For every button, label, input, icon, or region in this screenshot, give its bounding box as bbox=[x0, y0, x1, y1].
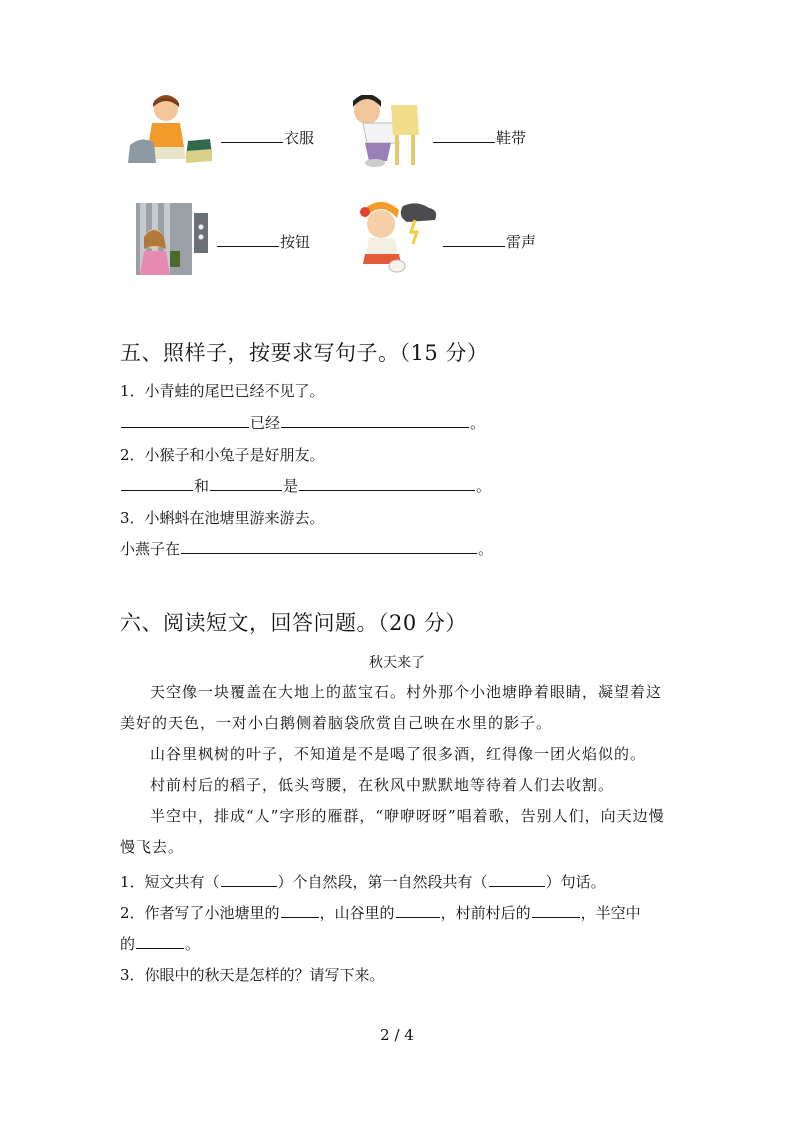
section6-q2-cont bbox=[120, 933, 200, 954]
period: 。 bbox=[470, 414, 486, 432]
passage-title: 秋天来了 bbox=[369, 655, 425, 671]
word-clothes: 衣服 bbox=[284, 129, 315, 147]
fill-word-2 bbox=[432, 127, 526, 148]
blank[interactable] bbox=[433, 141, 495, 143]
section5-q1-prompt: 1．小青蛙的尾巴已经不见了。 bbox=[120, 382, 325, 400]
word-yijing: 已经 bbox=[250, 414, 281, 432]
picture-child-clothes bbox=[126, 95, 214, 167]
q2-part-f: 。 bbox=[185, 935, 201, 953]
q2-part-a: 2．作者写了小池塘里的 bbox=[120, 904, 280, 922]
q1-part-c: ）句话。 bbox=[545, 873, 606, 891]
blank[interactable] bbox=[121, 426, 249, 428]
q2-part-e: 的 bbox=[120, 935, 136, 953]
word-button: 按钮 bbox=[280, 233, 311, 251]
blank[interactable] bbox=[281, 916, 319, 918]
q2-part-d: ，半空中 bbox=[580, 904, 641, 922]
q2-part-b: ，山谷里的 bbox=[319, 904, 395, 922]
paragraph-3: 村前村后的稻子，低头弯腰，在秋风中默默地等待着人们去收割。 bbox=[150, 776, 615, 794]
blank[interactable] bbox=[443, 245, 505, 247]
fill-word-1 bbox=[220, 127, 314, 148]
section6-q2 bbox=[120, 902, 641, 923]
blank[interactable] bbox=[217, 245, 279, 247]
blank[interactable] bbox=[299, 489, 475, 491]
word-he: 和 bbox=[194, 477, 210, 495]
passage bbox=[120, 677, 665, 863]
q2-part-c: ，村前村后的 bbox=[440, 904, 531, 922]
paragraph-2: 山谷里枫树的叶子，不知道是不是喝了很多酒，红得像一团火焰似的。 bbox=[150, 745, 647, 763]
blank[interactable] bbox=[396, 916, 440, 918]
period: 。 bbox=[478, 540, 494, 558]
paragraph-1: 天空像一块覆盖在大地上的蓝宝石。村外那个小池塘睁着眼睛，凝望着这美好的天色，一对小白鹅侧着脑袋欣赏自己映在水里的影子。 bbox=[120, 683, 663, 732]
blank[interactable] bbox=[121, 489, 193, 491]
section5-q1-answer bbox=[120, 412, 485, 433]
picture-girl-thunder bbox=[357, 202, 437, 276]
section6-q1 bbox=[120, 871, 606, 892]
q1-part-a: 1．短文共有（ bbox=[120, 873, 220, 891]
section6-heading: 六、阅读短文，回答问题。（20 分） bbox=[120, 611, 467, 635]
blank[interactable] bbox=[532, 916, 580, 918]
blank[interactable] bbox=[221, 141, 283, 143]
picture-child-shoelaces bbox=[347, 95, 431, 169]
section5-q3-answer bbox=[120, 538, 493, 559]
blank[interactable] bbox=[489, 885, 545, 887]
section5-heading: 五、照样子，按要求写句子。（15 分） bbox=[120, 341, 489, 365]
word-thunder: 雷声 bbox=[506, 233, 537, 251]
blank[interactable] bbox=[136, 947, 184, 949]
word-shoelace: 鞋带 bbox=[496, 129, 527, 147]
section5-q2-prompt: 2．小猴子和小兔子是好朋友。 bbox=[120, 446, 325, 464]
blank[interactable] bbox=[221, 885, 277, 887]
fill-word-3 bbox=[216, 231, 310, 252]
answer-start: 小燕子在 bbox=[120, 540, 181, 558]
blank[interactable] bbox=[181, 552, 477, 554]
fill-word-4 bbox=[442, 231, 536, 252]
blank[interactable] bbox=[281, 426, 469, 428]
paragraph-4: 半空中，排成“人”字形的雁群，“咿咿呀呀”唱着歌，告别人们，向天边慢慢飞去。 bbox=[120, 807, 665, 856]
page-number: 2 / 4 bbox=[380, 1026, 414, 1044]
word-shi: 是 bbox=[283, 477, 299, 495]
section5-q2-answer bbox=[120, 475, 491, 496]
section6-q3: 3．你眼中的秋天是怎样的？请写下来。 bbox=[120, 966, 385, 984]
picture-girl-button bbox=[130, 203, 210, 275]
blank[interactable] bbox=[210, 489, 282, 491]
q1-part-b: ）个自然段，第一自然段共有（ bbox=[277, 873, 488, 891]
period: 。 bbox=[476, 477, 492, 495]
section5-q3-prompt: 3．小蝌蚪在池塘里游来游去。 bbox=[120, 509, 325, 527]
